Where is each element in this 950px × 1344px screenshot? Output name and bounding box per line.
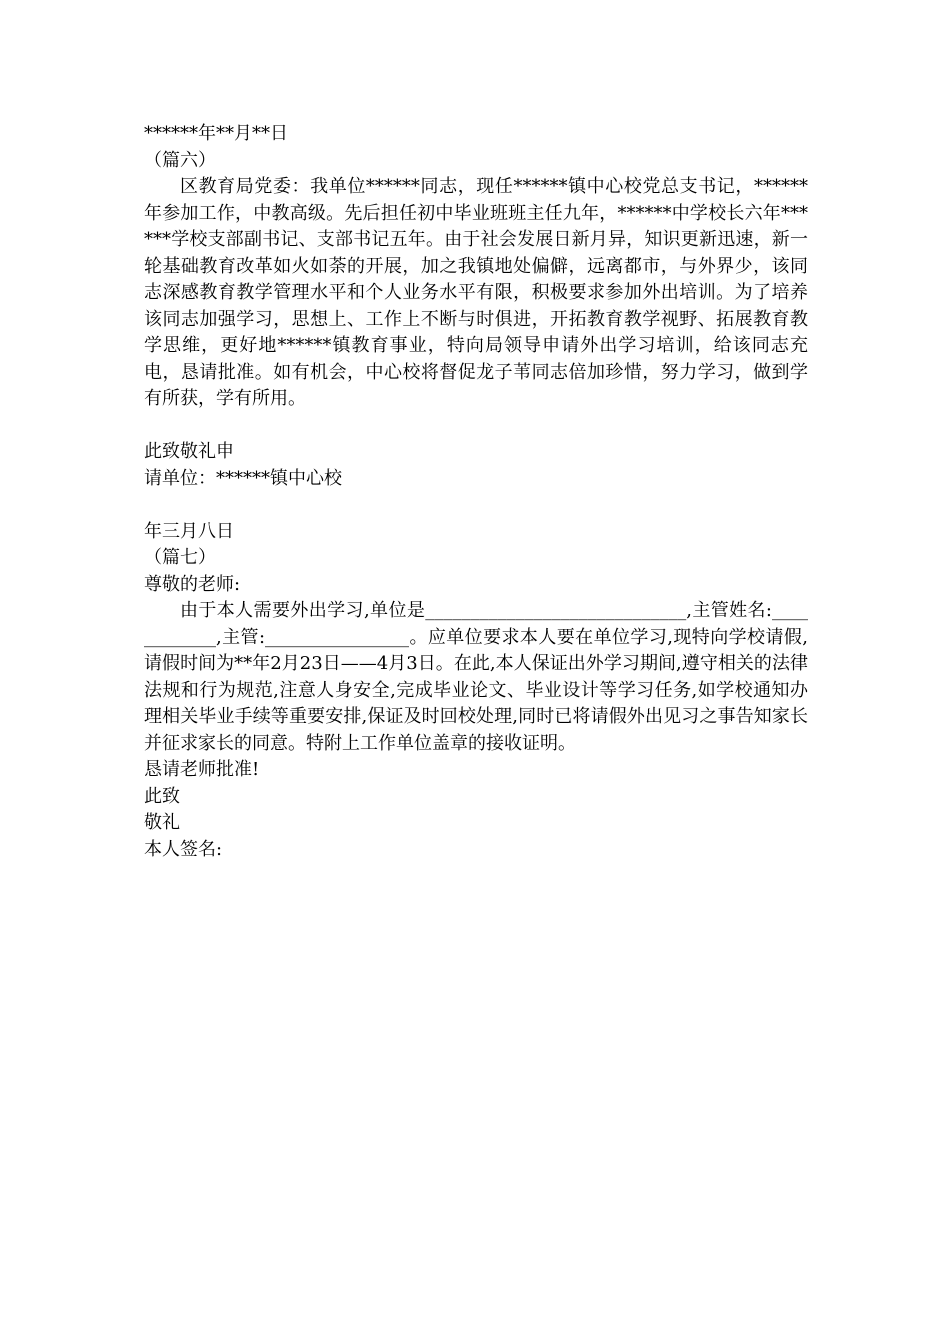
section-6-body: 区教育局党委：我单位******同志，现任******镇中心校党总支书记，******年参加工作，中教高级。先后担任初中毕业班班主任九年，******中学校长六年******学校支部副书记、支部书记五年。由于社会发展日新月异，知识更新迅速，新一轮基础教育改革如火如荼的开展，加之我镇地处偏僻，远离都市，与外界少，该同志深感教育教学管理水平和个人业务水平有限，积极要求参加外出培训。为了培养该同志加强学习，思想上、工作上不断与时俱进，开拓教育教学视野、拓展教育教学思维，更好地******镇教育事业，特向局领导申请外出学习培训，给该同志充电，恳请批准。如有机会，中心校将督促龙子苇同志倍加珍惜，努力学习，做到学有所获，学有所用。 bbox=[144, 176, 808, 409]
section-7-request: 恳请老师批准! bbox=[144, 759, 260, 780]
blank-line bbox=[144, 492, 808, 519]
section-6-date: 年三月八日 bbox=[144, 520, 234, 542]
section-7-salutation: 尊敬的老师: bbox=[144, 573, 241, 595]
blank-line bbox=[144, 413, 808, 440]
section-7-closing-2: 敬礼 bbox=[144, 812, 180, 833]
document-page bbox=[144, 121, 808, 863]
section-7-body: 由于本人需要外出学习,单位是_____________________________,主管姓名:____________,主管:________________。应单位要求本人要在单位学习,现特向学校请假,请假时间为**年2月23日——4月3日。在此,本人保证出外学习期间,遵守相关的法律法规和行为规范,注意人身安全,完成毕业论文、毕业设计等学习任务,如学校通知办理相关毕业手续等重要安排,保证及时回校处理,同时已将请假外出见习之事告知家长并征求家长的同意。特附上工作单位盖章的接收证明。 bbox=[144, 600, 808, 754]
section-7-closing-1: 此致 bbox=[144, 785, 180, 807]
section-heading-6: （篇六） bbox=[144, 149, 216, 171]
section-heading-7: （篇七） bbox=[144, 547, 216, 568]
date-line: ******年**月**日 bbox=[144, 123, 288, 144]
section-7-signature: 本人签名: bbox=[144, 838, 223, 860]
section-6-applicant: 请单位：******镇中心校 bbox=[144, 467, 342, 489]
section-6-closing: 此致敬礼申 bbox=[144, 441, 234, 462]
